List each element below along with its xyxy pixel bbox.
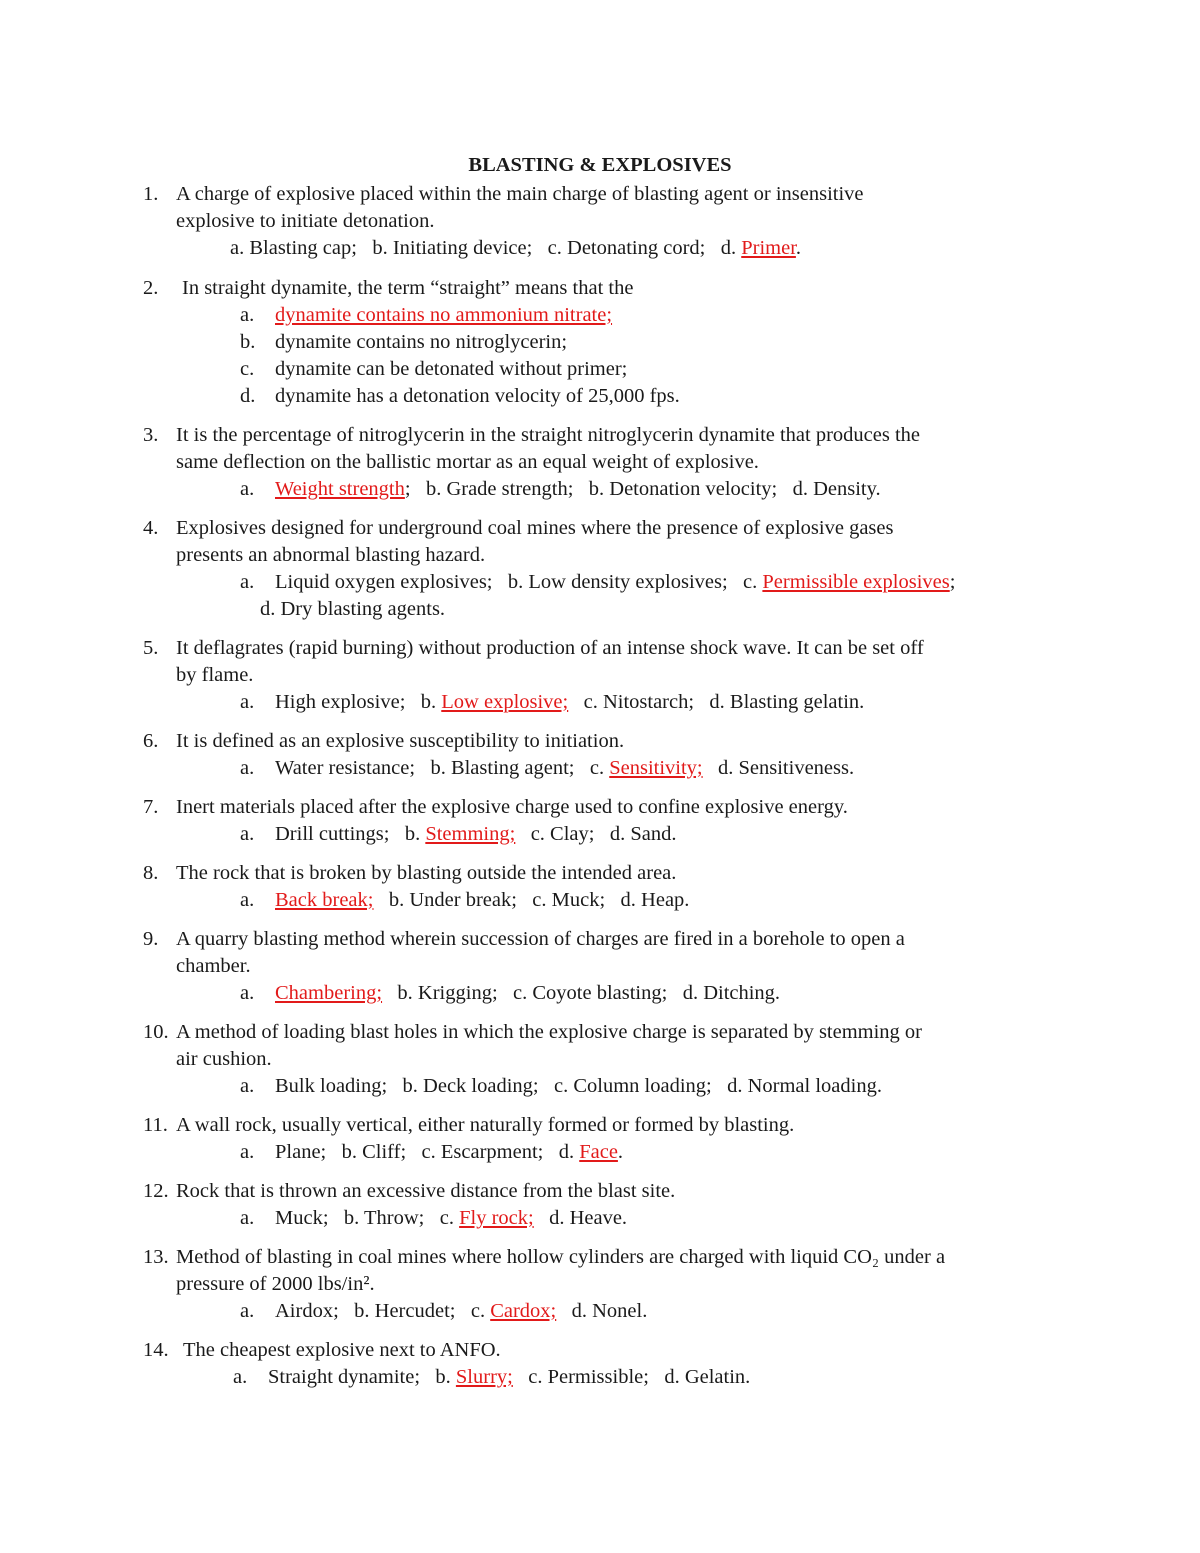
choice-label: a. <box>240 889 255 911</box>
answer-choices: Plane; b. Cliff; c. Escarpment; d. Face. <box>275 1141 624 1163</box>
choice-label: a. <box>240 304 255 326</box>
question-text: Rock that is thrown an excessive distance from the blast site. <box>176 1180 676 1202</box>
question-text: It is defined as an explosive susceptibility to initiation. <box>176 730 625 752</box>
answer-choices: a. Blasting cap; b. Initiating device; c. Detonating cord; d. Primer. <box>230 237 802 259</box>
correct-answer: Weight strength <box>275 478 405 500</box>
question-number: 5. <box>143 637 159 659</box>
question-text: It deflagrates (rapid burning) without production of an intense shock wave. It can be set off <box>176 637 924 659</box>
question-text: chamber. <box>176 955 251 977</box>
choice-text: dynamite can be detonated without primer; <box>275 358 628 380</box>
correct-answer: Stemming; <box>425 823 516 845</box>
question-text: explosive to initiate detonation. <box>176 210 435 232</box>
answer-choices: Airdox; b. Hercudet; c. Cardox; d. Nonel. <box>275 1300 648 1322</box>
choice-label: a. <box>240 478 255 500</box>
question-text: A quarry blasting method wherein succession of charges are fired in a borehole to open a <box>176 928 905 950</box>
choice-label: a. <box>240 1300 255 1322</box>
question-text: In straight dynamite, the term “straight” means that the <box>182 277 634 299</box>
choice-label: a. <box>240 823 255 845</box>
question-text: Inert materials placed after the explosive charge used to confine explosive energy. <box>176 796 848 818</box>
question-text: same deflection on the ballistic mortar as an equal weight of explosive. <box>176 451 759 473</box>
answer-choices: High explosive; b. Low explosive; c. Nitostarch; d. Blasting gelatin. <box>275 691 865 713</box>
question-text: A charge of explosive placed within the main charge of blasting agent or insensitive <box>176 183 864 205</box>
choice-label: b. <box>240 331 256 353</box>
question-text: Explosives designed for underground coal mines where the presence of explosive gases <box>176 517 894 539</box>
question-text: air cushion. <box>176 1048 272 1070</box>
correct-answer: Cardox; <box>490 1300 557 1322</box>
question-number: 2. <box>143 277 159 299</box>
correct-answer: dynamite contains no ammonium nitrate; <box>275 304 613 326</box>
correct-answer: Fly rock; <box>459 1207 534 1229</box>
choice-text: dynamite has a detonation velocity of 25,000 fps. <box>275 385 680 407</box>
answer-choices: Liquid oxygen explosives; b. Low density explosives; c. Permissible explosives; <box>275 571 956 593</box>
choice-label: a. <box>240 571 255 593</box>
correct-answer: Back break; <box>275 889 374 911</box>
choice-label: a. <box>240 1141 255 1163</box>
question-number: 11. <box>143 1114 168 1136</box>
answer-choices: Bulk loading; b. Deck loading; c. Column loading; d. Normal loading. <box>275 1075 882 1097</box>
correct-answer: Sensitivity; <box>609 757 703 779</box>
answer-choices: Back break; b. Under break; c. Muck; d. Heap. <box>275 889 690 911</box>
answer-choices: Straight dynamite; b. Slurry; c. Permissible; d. Gelatin. <box>268 1366 751 1388</box>
question-number: 3. <box>143 424 159 446</box>
question-number: 13. <box>143 1246 169 1268</box>
choice-label: a. <box>240 982 255 1004</box>
page-title: BLASTING & EXPLOSIVES <box>468 154 732 176</box>
question-number: 7. <box>143 796 159 818</box>
answer-choices: Weight strength; b. Grade strength; b. Detonation velocity; d. Density. <box>275 478 881 500</box>
choice-label: c. <box>240 358 255 380</box>
choice-text: d. Dry blasting agents. <box>260 598 446 620</box>
correct-answer: Slurry; <box>455 1366 513 1388</box>
question-number: 12. <box>143 1180 169 1202</box>
question-text: by flame. <box>176 664 254 686</box>
choice-text: dynamite contains no nitroglycerin; <box>275 331 568 353</box>
correct-answer: Primer <box>741 237 796 259</box>
question-number: 6. <box>143 730 159 752</box>
choice-label: d. <box>240 385 256 407</box>
correct-answer: Face <box>579 1141 618 1163</box>
question-text: presents an abnormal blasting hazard. <box>176 544 486 566</box>
question-number: 10. <box>143 1021 169 1043</box>
question-text: Method of blasting in coal mines where hollow cylinders are charged with liquid CO₂ under a <box>176 1246 946 1268</box>
question-text: The rock that is broken by blasting outside the intended area. <box>176 862 677 884</box>
question-text: A wall rock, usually vertical, either naturally formed or formed by blasting. <box>176 1114 795 1136</box>
choice-label: a. <box>240 757 255 779</box>
correct-answer: Chambering; <box>275 982 383 1004</box>
choice-label: a. <box>240 1075 255 1097</box>
answer-choices: Water resistance; b. Blasting agent; c. Sensitivity; d. Sensitiveness. <box>275 757 855 779</box>
question-number: 1. <box>143 183 159 205</box>
question-number: 8. <box>143 862 159 884</box>
answer-choices: Drill cuttings; b. Stemming; c. Clay; d. Sand. <box>275 823 677 845</box>
answer-choices: Muck; b. Throw; c. Fly rock; d. Heave. <box>275 1207 628 1229</box>
question-number: 9. <box>143 928 159 950</box>
correct-answer: Permissible explosives <box>762 571 950 593</box>
choice-label: a. <box>240 1207 255 1229</box>
correct-answer: Low explosive; <box>441 691 569 713</box>
question-text: The cheapest explosive next to ANFO. <box>183 1339 501 1361</box>
question-text: pressure of 2000 lbs/in². <box>176 1273 375 1295</box>
question-text: It is the percentage of nitroglycerin in the straight nitroglycerin dynamite that produces the <box>176 424 921 446</box>
choice-label: a. <box>233 1366 248 1388</box>
answer-choices: Chambering; b. Krigging; c. Coyote blasting; d. Ditching. <box>275 982 781 1004</box>
question-number: 4. <box>143 517 159 539</box>
choice-label: a. <box>240 691 255 713</box>
question-number: 14. <box>143 1339 169 1361</box>
question-text: A method of loading blast holes in which the explosive charge is separated by stemming or <box>176 1021 923 1043</box>
